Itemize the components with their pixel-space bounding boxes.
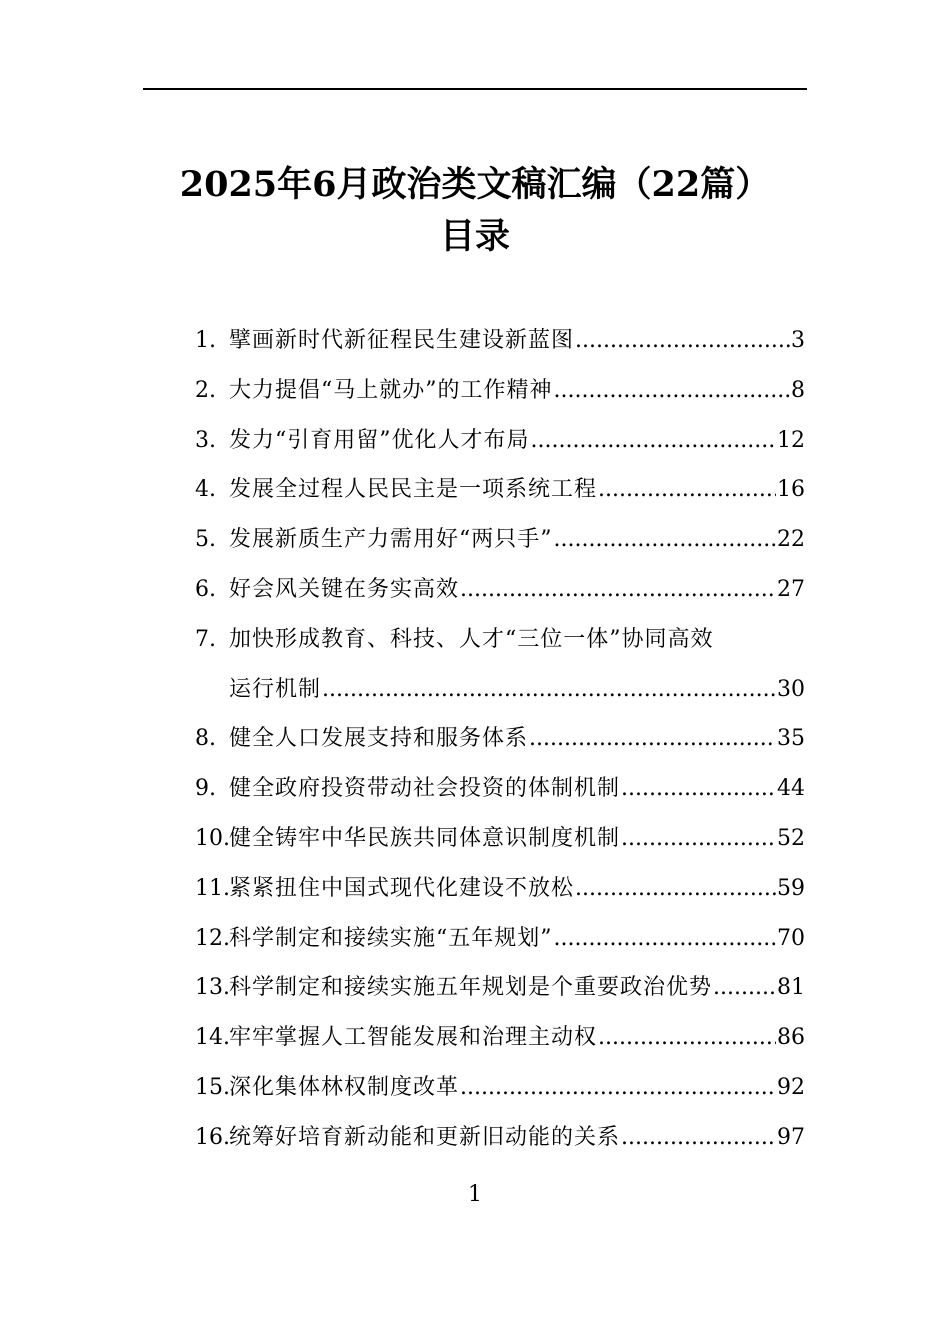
- toc-entry-number: 5.: [195, 527, 216, 553]
- toc-entry[interactable]: [195, 914, 805, 964]
- toc-entry-title: 科学制定和接续实施“五年规划”: [229, 925, 553, 951]
- toc-heading: 目录: [439, 216, 510, 257]
- toc-entry-page: 30: [777, 676, 805, 702]
- toc-entry-page: 22: [777, 527, 805, 553]
- toc-entry-page: 35: [777, 726, 805, 752]
- toc-leader-dots: [460, 1063, 776, 1113]
- toc-entry[interactable]: [195, 814, 805, 864]
- toc-entry[interactable]: [195, 1063, 805, 1113]
- toc-entry-number: 14.: [195, 1025, 230, 1051]
- toc-entry-number: 13.: [195, 975, 230, 1001]
- toc-entry[interactable]: [195, 963, 805, 1013]
- toc-entry-page: 3: [791, 328, 805, 353]
- toc-entry-title: 发展全过程人民民主是一项系统工程: [229, 477, 598, 503]
- table-of-contents: [195, 316, 805, 1163]
- document-title: 2025年6月政治类文稿汇编（22篇）: [179, 164, 771, 205]
- toc-entry[interactable]: [195, 1013, 805, 1063]
- toc-entry-title: 加快形成教育、科技、人才“三位一体”协同高效: [229, 626, 714, 652]
- toc-entry-page: 92: [777, 1074, 805, 1100]
- toc-entry[interactable]: [195, 465, 805, 515]
- toc-entry-title: 深化集体林权制度改革: [229, 1074, 460, 1100]
- toc-entry-title: 统筹好培育新动能和更新旧动能的关系: [229, 1124, 621, 1150]
- toc-leader-dots: [575, 864, 776, 914]
- toc-entry[interactable]: [195, 615, 805, 715]
- toc-entry-page: 12: [777, 427, 805, 453]
- toc-entry-page: 97: [777, 1124, 805, 1150]
- toc-entry-title: 科学制定和接续实施五年规划是个重要政治优势: [229, 975, 713, 1001]
- toc-entry-page: 44: [777, 776, 805, 802]
- toc-leader-dots: [531, 416, 777, 466]
- toc-entry[interactable]: [195, 366, 805, 416]
- toc-entry-number: 4.: [195, 477, 216, 503]
- toc-entry[interactable]: [195, 714, 805, 764]
- toc-entry-page: 52: [777, 825, 805, 851]
- toc-entry[interactable]: [195, 565, 805, 615]
- toc-leader-dots: [575, 316, 790, 366]
- toc-entry-page: 59: [777, 875, 805, 901]
- toc-entry-title: 紧紧扭住中国式现代化建设不放松: [229, 875, 575, 901]
- toc-entry-number: 16.: [195, 1124, 230, 1150]
- toc-entry-title: 健全人口发展支持和服务体系: [229, 726, 529, 752]
- toc-entry-title: 发展新质生产力需用好“两只手”: [229, 527, 553, 553]
- toc-leader-dots: [621, 764, 776, 814]
- toc-entry-title: 健全政府投资带动社会投资的体制机制: [229, 776, 621, 802]
- toc-entry-page: 81: [777, 975, 805, 1001]
- toc-entry-title: 好会风关键在务实高效: [229, 576, 460, 602]
- toc-leader-dots: [460, 565, 776, 615]
- toc-entry-number: 12.: [195, 925, 230, 951]
- toc-entry-number: 7.: [195, 626, 216, 652]
- toc-leader-dots: [554, 515, 777, 565]
- toc-leader-dots: [529, 714, 776, 764]
- toc-entry-number: 15.: [195, 1074, 230, 1100]
- toc-leader-dots: [621, 1113, 776, 1163]
- toc-leader-dots: [598, 465, 776, 515]
- toc-entry[interactable]: [195, 316, 805, 366]
- toc-entry-title-continued: 运行机制: [229, 676, 322, 702]
- toc-entry[interactable]: [195, 764, 805, 814]
- toc-leader-dots: [554, 366, 791, 416]
- toc-entry-page: 8: [791, 377, 805, 403]
- header-rule: [143, 88, 807, 90]
- toc-leader-dots: [554, 914, 777, 964]
- toc-entry-title: 牢牢掌握人工智能发展和治理主动权: [229, 1025, 598, 1051]
- toc-leader-dots: [713, 963, 776, 1013]
- toc-entry-number: 2.: [195, 377, 216, 403]
- toc-entry-title: 擘画新时代新征程民生建设新蓝图: [229, 328, 575, 353]
- toc-leader-dots: [322, 665, 776, 715]
- toc-entry-page: 86: [777, 1025, 805, 1051]
- toc-entry-number: 10.: [195, 825, 230, 851]
- toc-entry-page: 27: [777, 576, 805, 602]
- toc-entry-number: 6.: [195, 576, 216, 602]
- toc-entry[interactable]: [195, 416, 805, 466]
- toc-entry-title: 健全铸牢中华民族共同体意识制度机制: [229, 825, 621, 851]
- toc-entry[interactable]: [195, 864, 805, 914]
- toc-entry-page: 70: [777, 925, 805, 951]
- toc-entry-title: 发力“引育用留”优化人才布局: [229, 427, 530, 453]
- toc-leader-dots: [621, 814, 776, 864]
- toc-entry-title: 大力提倡“马上就办”的工作精神: [229, 377, 553, 403]
- toc-entry-number: 3.: [195, 427, 216, 453]
- toc-entry-page: 16: [777, 477, 805, 503]
- toc-entry-number: 11.: [195, 875, 230, 901]
- toc-entry-number: 8.: [195, 726, 216, 752]
- toc-entry[interactable]: [195, 515, 805, 565]
- toc-entry[interactable]: [195, 1113, 805, 1163]
- page-number: 1: [468, 1182, 482, 1207]
- toc-entry-number: 9.: [195, 776, 216, 802]
- toc-leader-dots: [598, 1013, 776, 1063]
- toc-entry-number: 1.: [195, 328, 216, 353]
